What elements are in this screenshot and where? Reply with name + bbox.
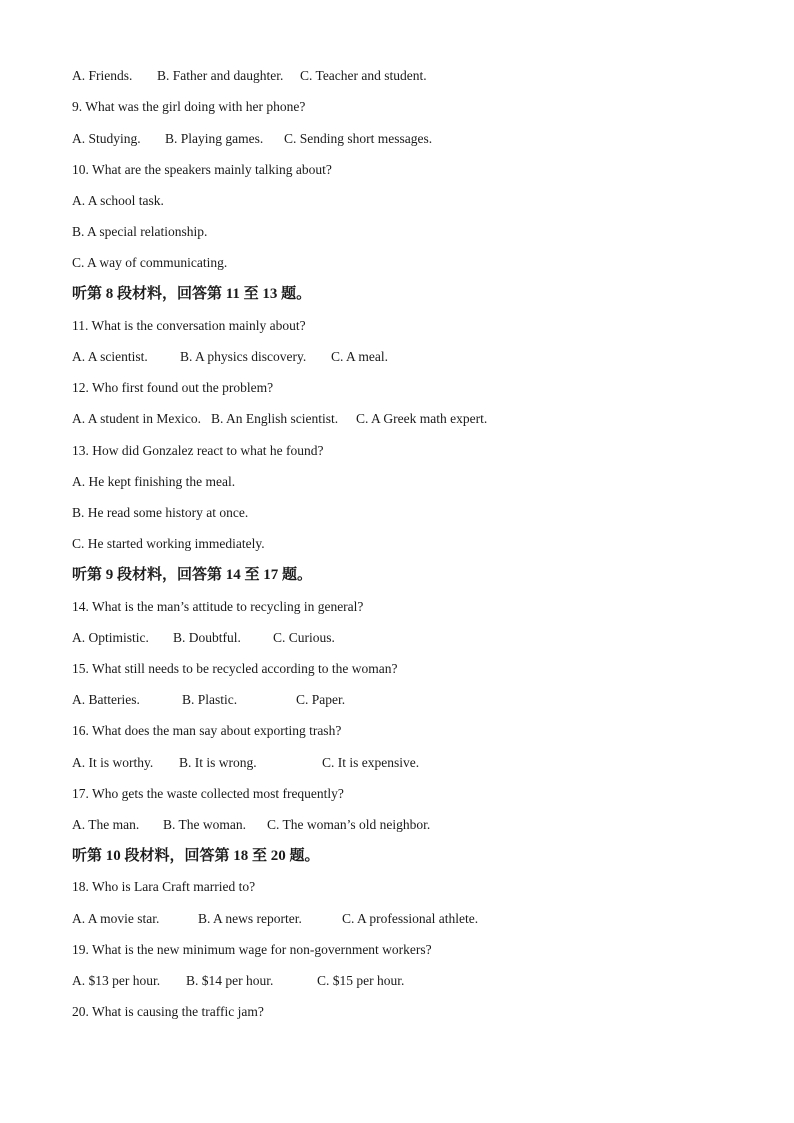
q11-option-a: A. A scientist. <box>72 349 148 364</box>
q12-options <box>72 410 487 428</box>
q8-options <box>72 67 427 85</box>
q12-question: 12. Who first found out the problem? <box>72 380 274 395</box>
q13-option-b: B. He read some history at once. <box>72 505 249 520</box>
q16-option-a: A. It is worthy. <box>72 755 154 770</box>
section-heading-9: 听第 9 段材料，回答第 14 至 17 题。 <box>72 567 313 583</box>
q16-option-b: B. It is wrong. <box>179 755 257 770</box>
q8-option-b: B. Father and daughter. <box>157 68 284 83</box>
q18-option-b: B. A news reporter. <box>198 911 302 926</box>
q15-options <box>72 691 345 709</box>
q15-option-c: C. Paper. <box>296 692 346 707</box>
q9-option-c: C. Sending short messages. <box>284 131 433 146</box>
q10-option-c: C. A way of communicating. <box>72 255 228 270</box>
q10-question: 10. What are the speakers mainly talking about? <box>72 162 332 177</box>
q19-option-b: B. $14 per hour. <box>186 973 274 988</box>
q19-option-c: C. $15 per hour. <box>317 973 405 988</box>
q10-option-a: A. A school task. <box>72 193 164 208</box>
q11-option-c: C. A meal. <box>331 349 388 364</box>
q12-option-b: B. An English scientist. <box>211 411 339 426</box>
q14-option-c: C. Curious. <box>273 630 335 645</box>
q8-option-a: A. Friends. <box>72 68 133 83</box>
q17-question: 17. Who gets the waste collected most frequently? <box>72 786 344 801</box>
q19-question: 19. What is the new minimum wage for non-government workers? <box>72 942 432 957</box>
q10-option-b: B. A special relationship. <box>72 224 208 239</box>
q15-option-b: B. Plastic. <box>182 692 238 707</box>
q9-option-a: A. Studying. <box>72 131 141 146</box>
q13-question: 13. How did Gonzalez react to what he found? <box>72 443 324 458</box>
q18-option-a: A. A movie star. <box>72 911 160 926</box>
q13-option-a: A. He kept finishing the meal. <box>72 474 236 489</box>
q11-options <box>72 348 388 366</box>
q9-options <box>72 130 432 148</box>
q11-question: 11. What is the conversation mainly about? <box>72 318 306 333</box>
section-heading-8: 听第 8 段材料，回答第 11 至 13 题。 <box>72 286 312 302</box>
q9-question: 9. What was the girl doing with her phone? <box>72 99 306 114</box>
q19-option-a: A. $13 per hour. <box>72 973 161 988</box>
section-heading-10: 听第 10 段材料，回答第 18 至 20 题。 <box>72 848 320 864</box>
q19-options <box>72 972 404 990</box>
q16-option-c: C. It is expensive. <box>322 755 420 770</box>
q18-question: 18. Who is Lara Craft married to? <box>72 879 256 894</box>
q11-option-b: B. A physics discovery. <box>180 349 307 364</box>
q9-option-b: B. Playing games. <box>165 131 264 146</box>
q16-options <box>72 754 419 772</box>
q17-options <box>72 816 430 834</box>
q8-option-c: C. Teacher and student. <box>300 68 427 83</box>
q18-options <box>72 910 478 928</box>
q20-question: 20. What is causing the traffic jam? <box>72 1004 264 1019</box>
q14-option-b: B. Doubtful. <box>173 630 241 645</box>
q14-option-a: A. Optimistic. <box>72 630 149 645</box>
q14-question: 14. What is the man’s attitude to recycling in general? <box>72 599 364 614</box>
q12-option-c: C. A Greek math expert. <box>356 411 488 426</box>
q13-option-c: C. He started working immediately. <box>72 536 265 551</box>
q17-option-c: C. The woman’s old neighbor. <box>267 817 431 832</box>
q15-option-a: A. Batteries. <box>72 692 140 707</box>
q14-options <box>72 629 335 647</box>
q18-option-c: C. A professional athlete. <box>342 911 479 926</box>
q17-option-b: B. The woman. <box>163 817 246 832</box>
q17-option-a: A. The man. <box>72 817 140 832</box>
q12-option-a: A. A student in Mexico. <box>72 411 201 426</box>
q16-question: 16. What does the man say about exporting trash? <box>72 723 342 738</box>
q15-question: 15. What still needs to be recycled according to the woman? <box>72 661 398 676</box>
